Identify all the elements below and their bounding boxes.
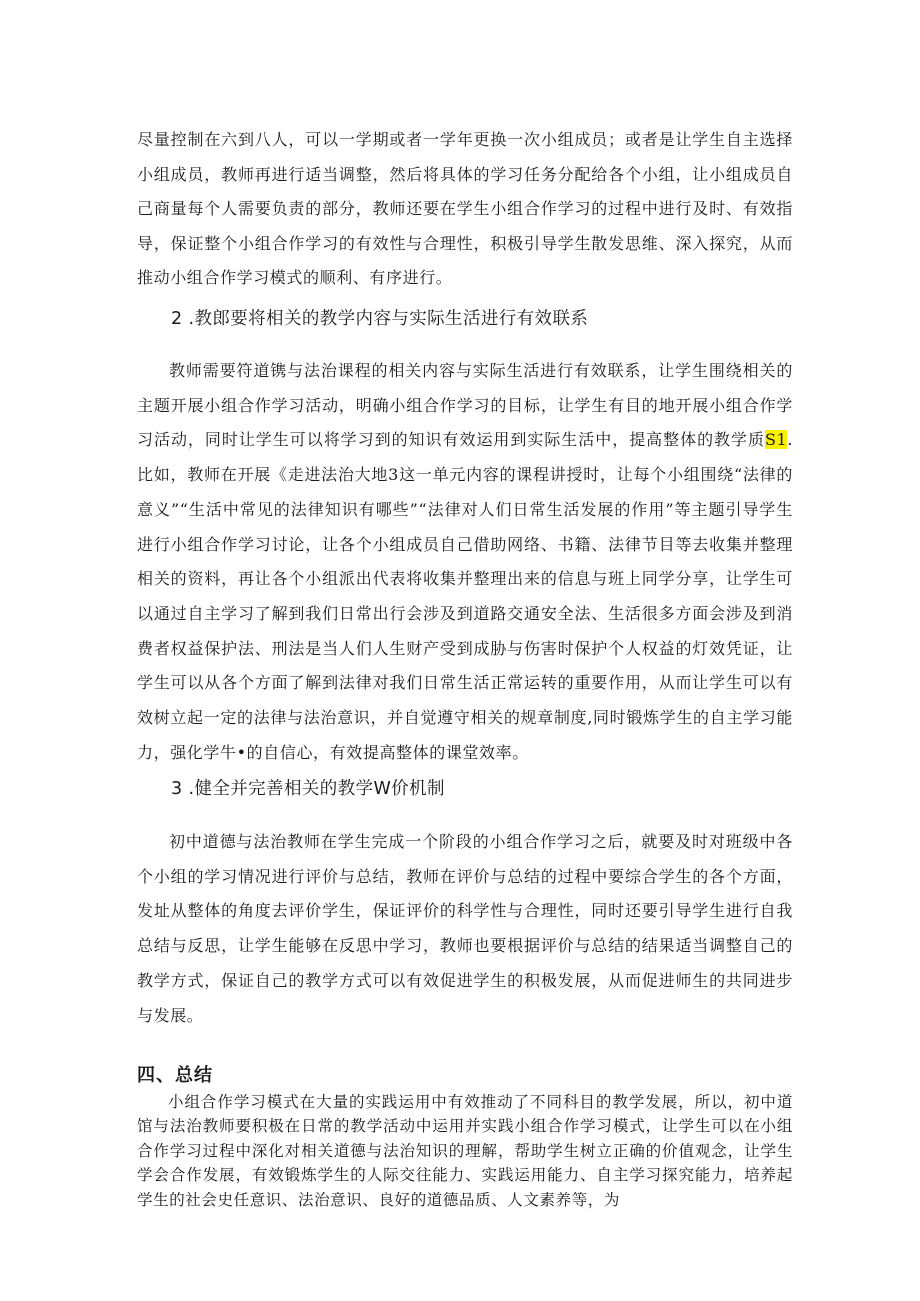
paragraph-group-size: 尽量控制在六到八人，可以一学期或者一学年更换一次小组成员；或者是让学生自主选择小组成员，教师再进行适当调整，然后将具体的学习任务分配给各个小组，让小组成员自己商量每个人需要负责的部分，教师还要在学生小组合作学习的过程中进行及时、有效指导，保证整个小组合作学习的有效性与合理性，积极引导学生散发思维、深入探究，从而推动小组合作学习模式的顺利、有序进行。: [137, 130, 793, 288]
paragraph-summary: 小组合作学习模式在大量的实践运用中有效推动了不同科目的教学发展，所以，初中道馆与法治教师要积极在日常的教学活动中运用并实践小组合作学习模式，让学生可以在小组合作学习过程中深化对相关道德与法治知识的理解，帮助学生树立正确的价值观念，让学生学会合作发展，有效锻炼学生的人际交往能力、实践运用能力、自主学习探究能力，培养起学生的社会史任意识、法治意识、良好的道德品质、人文素养等，为: [137, 1093, 793, 1209]
paragraph-evaluation: 初中道德与法治教师在学生完成一个阶段的小组合作学习之后，就要及时对班级中各个小组的学习情况进行评价与总结，教师在评价与总结的过程中要综合学生的各个方面，发址从整体的角度去评价学生，保证评价的科学性与合理性，同时还要引导学生进行自我总结与反思，让学生能够在反思中学习，教师也要根据评价与总结的结果适当调整自己的教学方式，保证自己的教学方式可以有效促进学生的积极发展，从而促进师生的共同进步与发展。: [137, 832, 793, 1025]
section-heading-real-life: 2 .教郎要将相关的教学内容与实际生活进行有效联系: [171, 309, 589, 329]
paragraph-text: 教师需要符道镌与法治课程的相关内容与实际生活进行有效联系，让学生围绕相关的主题开展小组合作学习活动，明确小组合作学习的目标，让学生有目的地开展小组合作学习活动，同时让学生可以将学习到的知识有效运用到实际生活中，提高整体的教学质: [137, 361, 793, 450]
paragraph-real-life: [137, 354, 793, 770]
section-heading-summary: 四、总结: [137, 1065, 213, 1086]
highlighted-text: S1: [764, 430, 788, 450]
paragraph-text: .比如，教师在开展《走进法治大地3这一单元内容的课程讲授时，让每个小组围绕“法律的意义”“生活中常见的法律知识有哪些”“法律对人们日常生活发展的作用”等主题引导学生进行小组合作学习讨论，让各个小组成员自己借助网络、书籍、法律节目等去收集并整理相关的资料，再让各个小组派出代表将收集并整理出来的信息与班上同学分享，让学生可以通过自主学习了解到我们日常出行会涉及到道路交通安全法、生活很多方面会涉及到消费者权益保护法、刑法是当人们人生财产受到成胁与伤害时保护个人权益的灯效凭证，让学生可以从各个方面了解到法律对我们日常生活正常运转的重要作用，从而让学生可以有效树立起一定的法律与法治意识，并自觉遵守相关的规章制度,同时锻炼学生的自主学习能力，强化学牛•的自信心，有效提高整体的课堂效率。: [137, 430, 793, 762]
section-heading-evaluation: 3 .健全并完善相关的教学W价机制: [171, 779, 445, 799]
